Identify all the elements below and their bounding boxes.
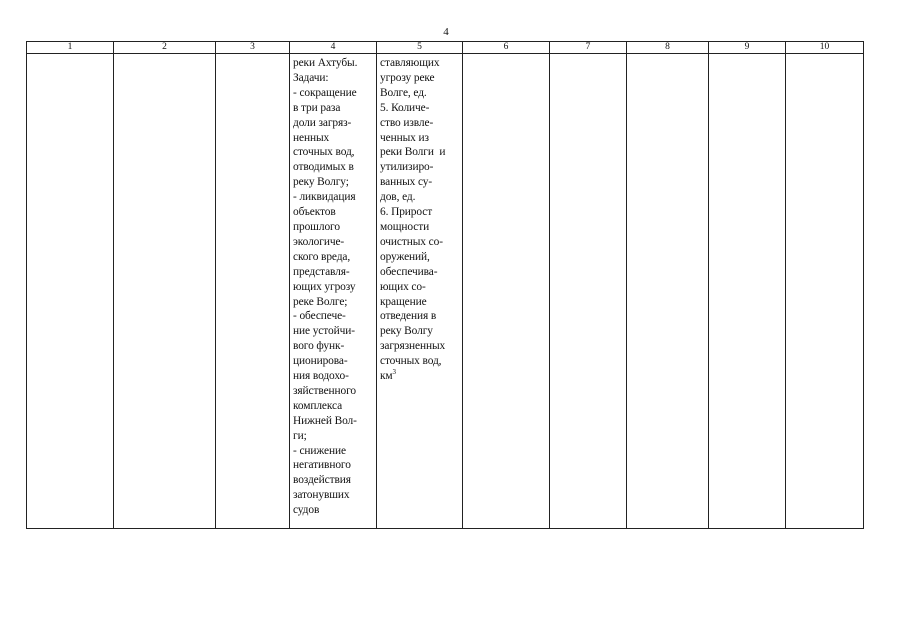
page-number: 4 [443, 26, 449, 38]
cell-col-6 [463, 54, 550, 529]
column-header-3: 3 [216, 42, 290, 54]
cell-col-1 [27, 54, 114, 529]
header-row [27, 42, 864, 54]
column-header-6: 6 [463, 42, 550, 54]
column-header-5: 5 [377, 42, 463, 54]
document-table [26, 41, 864, 529]
column-header-7: 7 [550, 42, 627, 54]
cell-col-5-text [377, 54, 462, 384]
cell-col-3-text [216, 54, 289, 56]
table-row [27, 54, 864, 529]
cell-col-5-body: ставляющих угрозу реке Волге, ед. 5. Количе- ство извле- ченных из реки Волги и утилизиро- ванных су- дов, ед. 6. Прирост мощности очистных со- оружений, обеспечива- ющих со- кращение отведения в реку Волгу загрязненных сточных вод, км [380, 57, 446, 383]
column-header-8: 8 [627, 42, 709, 54]
cell-col-5 [377, 54, 463, 529]
cell-col-2-text [114, 54, 215, 56]
cell-col-10 [786, 54, 864, 529]
cell-col-10-text [786, 54, 863, 56]
cell-col-8-text [627, 54, 708, 56]
cell-col-2 [114, 54, 216, 529]
column-header-9: 9 [709, 42, 786, 54]
cell-col-9-text [709, 54, 785, 56]
cell-col-1-text [27, 54, 113, 56]
column-header-2: 2 [114, 42, 216, 54]
cell-col-6-text [463, 54, 549, 56]
cell-col-7 [550, 54, 627, 529]
cell-col-4-text: реки Ахтубы. Задачи: - сокращение в три раза доли загряз- ненных сточных вод, отводимых в реку Волгу; - ликвидация объектов прошлого экологиче- ского вреда, представля- ющих угрозу реке Волге; - обеспече- ние устойчи- вого функ- ционирова- ния водохо- зяйственного комплекса Нижней Вол- ги; - снижение негативного воздействия затонувших судов [293, 57, 358, 517]
column-header-1: 1 [27, 42, 114, 54]
cell-col-3 [216, 54, 290, 529]
column-header-4: 4 [290, 42, 377, 54]
cell-col-4 [290, 54, 377, 529]
cubic-superscript: 3 [392, 368, 396, 377]
cell-col-7-text [550, 54, 626, 56]
cell-col-9 [709, 54, 786, 529]
cell-col-8 [627, 54, 709, 529]
column-header-10: 10 [786, 42, 864, 54]
